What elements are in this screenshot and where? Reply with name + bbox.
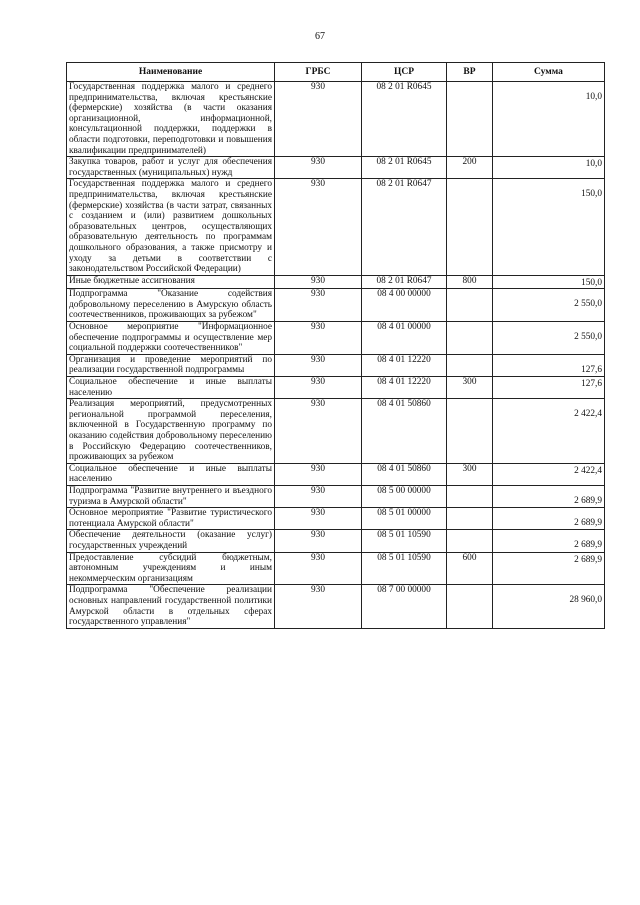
row-sum-value: 127,6 bbox=[581, 364, 602, 375]
header-grbs: ГРБС bbox=[275, 63, 362, 82]
row-sum-cell bbox=[493, 530, 605, 552]
row-vr-cell bbox=[447, 485, 493, 507]
row-vr-cell bbox=[447, 289, 493, 322]
row-sum-cell bbox=[493, 399, 605, 464]
row-sum-value: 2 550,0 bbox=[574, 299, 602, 310]
row-name-cell: Основное мероприятие "Развитие туристического потенциала Амурской области" bbox=[67, 508, 275, 530]
table-body bbox=[67, 82, 605, 629]
table-row bbox=[67, 179, 605, 275]
row-sum-cell bbox=[493, 485, 605, 507]
row-name-cell: Государственная поддержка малого и среднего предпринимательства, включая крестьянские (фермерские) хозяйства (в части оказания организационной, информационной, консультационной поддержки, поддержки в области подготовки, переподготовки и повышения квалификации предпринимателей) bbox=[67, 82, 275, 157]
row-grbs-cell: 930 bbox=[275, 157, 362, 179]
row-vr-cell: 200 bbox=[447, 157, 493, 179]
row-sum-value: 28 960,0 bbox=[569, 595, 602, 606]
row-name-cell: Государственная поддержка малого и среднего предпринимательства, включая крестьянские (фермерские) хозяйства (в части затрат, связанных с созданием и (или) развитием дошкольных образовательных центров, осуществляющих образовательную деятельность по программам дошкольного образования, а также присмотру и уходу за детьми в соответствии с законодательством Российской Федерации) bbox=[67, 179, 275, 275]
row-grbs-cell: 930 bbox=[275, 399, 362, 464]
row-sum-cell bbox=[493, 82, 605, 157]
row-name-cell: Иные бюджетные ассигнования bbox=[67, 275, 275, 289]
row-name-cell: Предоставление субсидий бюджетным, автономным учреждениям и иным некоммерческим организациям bbox=[67, 552, 275, 585]
row-grbs-cell: 930 bbox=[275, 289, 362, 322]
row-vr-cell bbox=[447, 179, 493, 275]
row-vr-cell: 300 bbox=[447, 377, 493, 399]
table-row bbox=[67, 82, 605, 157]
row-sum-cell bbox=[493, 322, 605, 355]
row-vr-cell bbox=[447, 399, 493, 464]
row-name-cell: Организация и проведение мероприятий по реализации государственной подпрограммы bbox=[67, 354, 275, 376]
row-grbs-cell: 930 bbox=[275, 552, 362, 585]
row-sum-value: 2 422,4 bbox=[574, 465, 602, 476]
row-sum-value: 10,0 bbox=[585, 92, 602, 102]
row-name-cell: Подпрограмма "Оказание содействия добровольному переселению в Амурскую область соотечественников, проживающих за рубежом" bbox=[67, 289, 275, 322]
row-csr-cell: 08 5 01 00000 bbox=[362, 508, 447, 530]
row-csr-cell: 08 4 01 12220 bbox=[362, 377, 447, 399]
row-sum-cell bbox=[493, 157, 605, 179]
row-sum-value: 2 689,9 bbox=[574, 554, 602, 565]
row-csr-cell: 08 5 01 10590 bbox=[362, 530, 447, 552]
row-csr-cell: 08 2 01 R0645 bbox=[362, 82, 447, 157]
row-grbs-cell: 930 bbox=[275, 485, 362, 507]
row-vr-cell bbox=[447, 322, 493, 355]
table-row bbox=[67, 322, 605, 355]
budget-table bbox=[66, 62, 605, 629]
table-row bbox=[67, 463, 605, 485]
row-grbs-cell: 930 bbox=[275, 463, 362, 485]
table-row bbox=[67, 354, 605, 376]
row-csr-cell: 08 5 00 00000 bbox=[362, 485, 447, 507]
table-row bbox=[67, 485, 605, 507]
row-grbs-cell: 930 bbox=[275, 530, 362, 552]
row-grbs-cell: 930 bbox=[275, 82, 362, 157]
row-sum-cell bbox=[493, 179, 605, 275]
table-row bbox=[67, 585, 605, 628]
row-csr-cell: 08 4 01 50860 bbox=[362, 463, 447, 485]
row-grbs-cell: 930 bbox=[275, 377, 362, 399]
page-number: 67 bbox=[315, 31, 325, 42]
row-sum-cell bbox=[493, 289, 605, 322]
row-sum-value: 150,0 bbox=[581, 277, 602, 288]
row-grbs-cell: 930 bbox=[275, 322, 362, 355]
table-row bbox=[67, 157, 605, 179]
table-header-row bbox=[67, 63, 605, 82]
row-sum-cell bbox=[493, 377, 605, 399]
row-sum-value: 2 689,9 bbox=[574, 540, 602, 551]
row-csr-cell: 08 2 01 R0647 bbox=[362, 275, 447, 289]
row-sum-value: 127,6 bbox=[581, 379, 602, 390]
row-grbs-cell: 930 bbox=[275, 179, 362, 275]
row-sum-cell bbox=[493, 463, 605, 485]
row-name-cell: Обеспечение деятельности (оказание услуг) государственных учреждений bbox=[67, 530, 275, 552]
row-csr-cell: 08 2 01 R0645 bbox=[362, 157, 447, 179]
table-row bbox=[67, 508, 605, 530]
row-csr-cell: 08 7 00 00000 bbox=[362, 585, 447, 628]
row-csr-cell: 08 4 01 00000 bbox=[362, 322, 447, 355]
row-vr-cell bbox=[447, 585, 493, 628]
row-name-cell: Подпрограмма "Развитие внутреннего и въездного туризма в Амурской области" bbox=[67, 485, 275, 507]
row-csr-cell: 08 5 01 10590 bbox=[362, 552, 447, 585]
row-sum-cell bbox=[493, 354, 605, 376]
table-row bbox=[67, 552, 605, 585]
row-vr-cell: 300 bbox=[447, 463, 493, 485]
table-row bbox=[67, 530, 605, 552]
header-vr: ВР bbox=[447, 63, 493, 82]
row-vr-cell bbox=[447, 82, 493, 157]
row-sum-value: 2 550,0 bbox=[574, 332, 602, 343]
row-grbs-cell: 930 bbox=[275, 508, 362, 530]
row-sum-value: 2 689,9 bbox=[574, 518, 602, 529]
row-sum-value: 2 689,9 bbox=[574, 495, 602, 506]
row-csr-cell: 08 4 00 00000 bbox=[362, 289, 447, 322]
row-grbs-cell: 930 bbox=[275, 354, 362, 376]
row-name-cell: Реализация мероприятий, предусмотренных региональной программой переселения, включенной в Государственную программу по оказанию содействия добровольному переселению в Российскую Федерацию соотечественников, проживающих за рубежом bbox=[67, 399, 275, 464]
header-csr: ЦСР bbox=[362, 63, 447, 82]
row-csr-cell: 08 4 01 50860 bbox=[362, 399, 447, 464]
row-name-cell: Закупка товаров, работ и услуг для обеспечения государственных (муниципальных) нужд bbox=[67, 157, 275, 179]
row-sum-value: 2 422,4 bbox=[574, 409, 602, 420]
row-vr-cell bbox=[447, 354, 493, 376]
row-sum-cell bbox=[493, 275, 605, 289]
table-row bbox=[67, 377, 605, 399]
row-sum-cell bbox=[493, 508, 605, 530]
row-grbs-cell: 930 bbox=[275, 585, 362, 628]
row-vr-cell: 800 bbox=[447, 275, 493, 289]
row-vr-cell bbox=[447, 530, 493, 552]
header-name: Наименование bbox=[67, 63, 275, 82]
row-vr-cell bbox=[447, 508, 493, 530]
table-row bbox=[67, 289, 605, 322]
row-name-cell: Основное мероприятие "Информационное обеспечение подпрограммы и осуществление мер социальной поддержки соотечественников" bbox=[67, 322, 275, 355]
row-csr-cell: 08 2 01 R0647 bbox=[362, 179, 447, 275]
row-vr-cell: 600 bbox=[447, 552, 493, 585]
table-row bbox=[67, 275, 605, 289]
row-name-cell: Подпрограмма "Обеспечение реализации основных направлений государственной политики Амурской области в отдельных сферах государственного управления" bbox=[67, 585, 275, 628]
row-sum-cell bbox=[493, 552, 605, 585]
row-name-cell: Социальное обеспечение и иные выплаты населению bbox=[67, 463, 275, 485]
row-sum-value: 10,0 bbox=[585, 159, 602, 170]
row-csr-cell: 08 4 01 12220 bbox=[362, 354, 447, 376]
row-sum-cell bbox=[493, 585, 605, 628]
table-row bbox=[67, 399, 605, 464]
header-sum: Сумма bbox=[493, 63, 605, 82]
row-grbs-cell: 930 bbox=[275, 275, 362, 289]
row-name-cell: Социальное обеспечение и иные выплаты населению bbox=[67, 377, 275, 399]
row-sum-value: 150,0 bbox=[581, 189, 602, 200]
